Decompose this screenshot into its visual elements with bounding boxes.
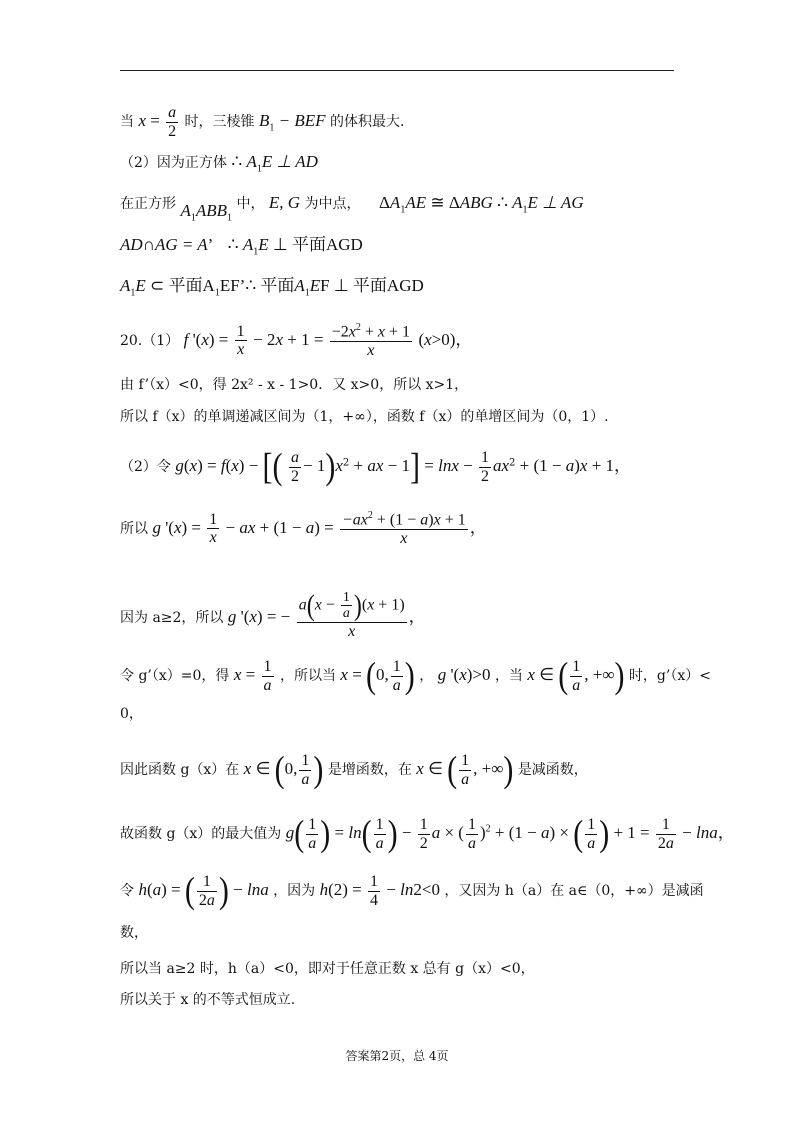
text: ∩ — [142, 235, 155, 254]
text: （2）令 — [120, 459, 171, 476]
line-12: 令 g’（x）=0，得 x = $\frac{1}{a}$ ，所以当 x = (0, $\frac{1}{a}$ ) ， g '(x)>0 ，当 x ∈ ( $\frac{1}{a}$ , +∞) 时，g’（x）< — [120, 654, 711, 697]
text: 在正方形 — [120, 196, 176, 212]
text: 故函数 g（x）的最大值为 — [120, 826, 282, 843]
text: 因为 a≥2，所以 — [120, 609, 224, 626]
text: （2）因为正方体 — [120, 155, 227, 171]
line-6: 20.（1） f '(x) = $\frac{1}{x}$ − 2x + 1 = $\frac{-2x^2 + x + 1}{x}$ (x>0)， — [120, 322, 473, 359]
text: 为中点， — [304, 196, 361, 212]
text: 所以当 a≥2 时，h（a）<0，即对于任意正数 x 总有 g（x）<0， — [120, 961, 535, 977]
text: 20.（1） — [120, 332, 180, 349]
math: x — [138, 111, 146, 131]
text: 当 — [120, 114, 134, 131]
text: 所以关于 x 的不等式恒成立. — [120, 992, 296, 1008]
line-7 — [120, 378, 468, 392]
line-2: （2）因为正方体 ∴ $A_1E$ ⊥ AD — [120, 152, 318, 175]
text: 所以 — [120, 520, 148, 537]
line-13 — [120, 707, 143, 721]
text: 0， — [120, 706, 143, 722]
text: ，因为 — [273, 883, 316, 900]
line-16: 令 h(a) = ( $\frac{1}{2a}$ ) − lna ，因为 h(2) = $\frac{1}{4}$ − ln2<0 ，又因为 h（a）在 a∈（0，+∞）是减函 — [120, 869, 704, 912]
text: ，又因为 h（a）在 a∈（0，+∞）是减函 — [444, 883, 704, 900]
text: ，所以当 — [279, 668, 336, 685]
line-10: 所以 g '(x) = $\frac{1}{x}$ − ax + (1 − a) = $\frac{-ax^2 + (1 - a)x + 1}{x}$ ， — [120, 510, 487, 547]
text: 令 — [120, 883, 134, 900]
text: 是增函数，在 — [327, 762, 412, 779]
line-17 — [120, 926, 148, 940]
text: 的体积最大. — [329, 114, 405, 131]
line-4: AD∩AG = A’ ∴ $A_1E$ ⊥ 平面AGD — [120, 235, 363, 258]
text: ， — [419, 668, 434, 685]
line-1: 当 x = $\frac{a}{2}$ 时，三棱锥 $B_1$ − BEF 的体积最大. — [120, 104, 405, 140]
line-15: 故函数 g（x）的最大值为 g( $\frac{1}{a}$ ) = ln( $\frac{1}{a}$ ) − $\frac{1}{2}$ a × ( $\frac{1}{a}$ )$^2$ + (1 − a) × ( $\frac{1}{a}$ ) + 1 = $\frac{1}{2a}$ − lna， — [120, 812, 735, 855]
math: $B_1$ − BEF — [259, 111, 326, 134]
line-14: 因此函数 g（x）在 x ∈ (0, $\frac{1}{a}$ ) 是增函数，在 x ∈ ( $\frac{1}{a}$ , +∞) 是减函数， — [120, 748, 588, 791]
header-rule — [120, 70, 674, 71]
text: 由 f’（x）<0，得 2x² - x - 1>0．又 x>0，所以 x>1， — [120, 377, 469, 393]
line-11: 因为 a≥2，所以 g '(x) = − a(x − $\frac{1}{a}$ )(x + 1) x ， — [120, 589, 426, 640]
line-19 — [120, 993, 295, 1007]
line-8 — [120, 410, 609, 424]
line-18 — [120, 962, 535, 976]
text: 时，三棱锥 — [184, 114, 255, 131]
line-3: 在正方形 $A_1ABB_1$ 中， E, G 为中点， $\Delta A_1AE$ ≅ ΔABG ∴ $A_1E$ ⊥ AG — [120, 193, 584, 224]
text: ，当 — [494, 668, 523, 685]
text: 中， — [236, 196, 265, 212]
text: 是减函数， — [517, 762, 588, 779]
text: 数， — [120, 925, 148, 941]
text: 因此函数 g（x）在 — [120, 762, 240, 779]
page-footer: 答案第2页，总 4页 — [345, 1049, 449, 1063]
line-9: （2）令 g(x) = f(x) − [( $\frac{a}{2}$ − $1)x^2$ + ax − 1] = lnx − $\frac{1}{2}$ $ax^2 + (1 - a)x + 1$， — [120, 445, 632, 488]
math-frac: $\frac{a}{2}$ — [168, 104, 177, 140]
line-5: $A_1E$ ⊂ 平面$A_1EF’\therefore$ 平面$A_1EF$ ⊥ 平面AGD — [120, 276, 424, 299]
text: 令 g’（x）=0，得 — [120, 668, 230, 685]
text: 所以 f（x）的单调递减区间为（1，+∞），函数 f（x）的单增区间为（0，1）. — [120, 409, 609, 425]
text: 时，g’（x）< — [628, 668, 711, 685]
